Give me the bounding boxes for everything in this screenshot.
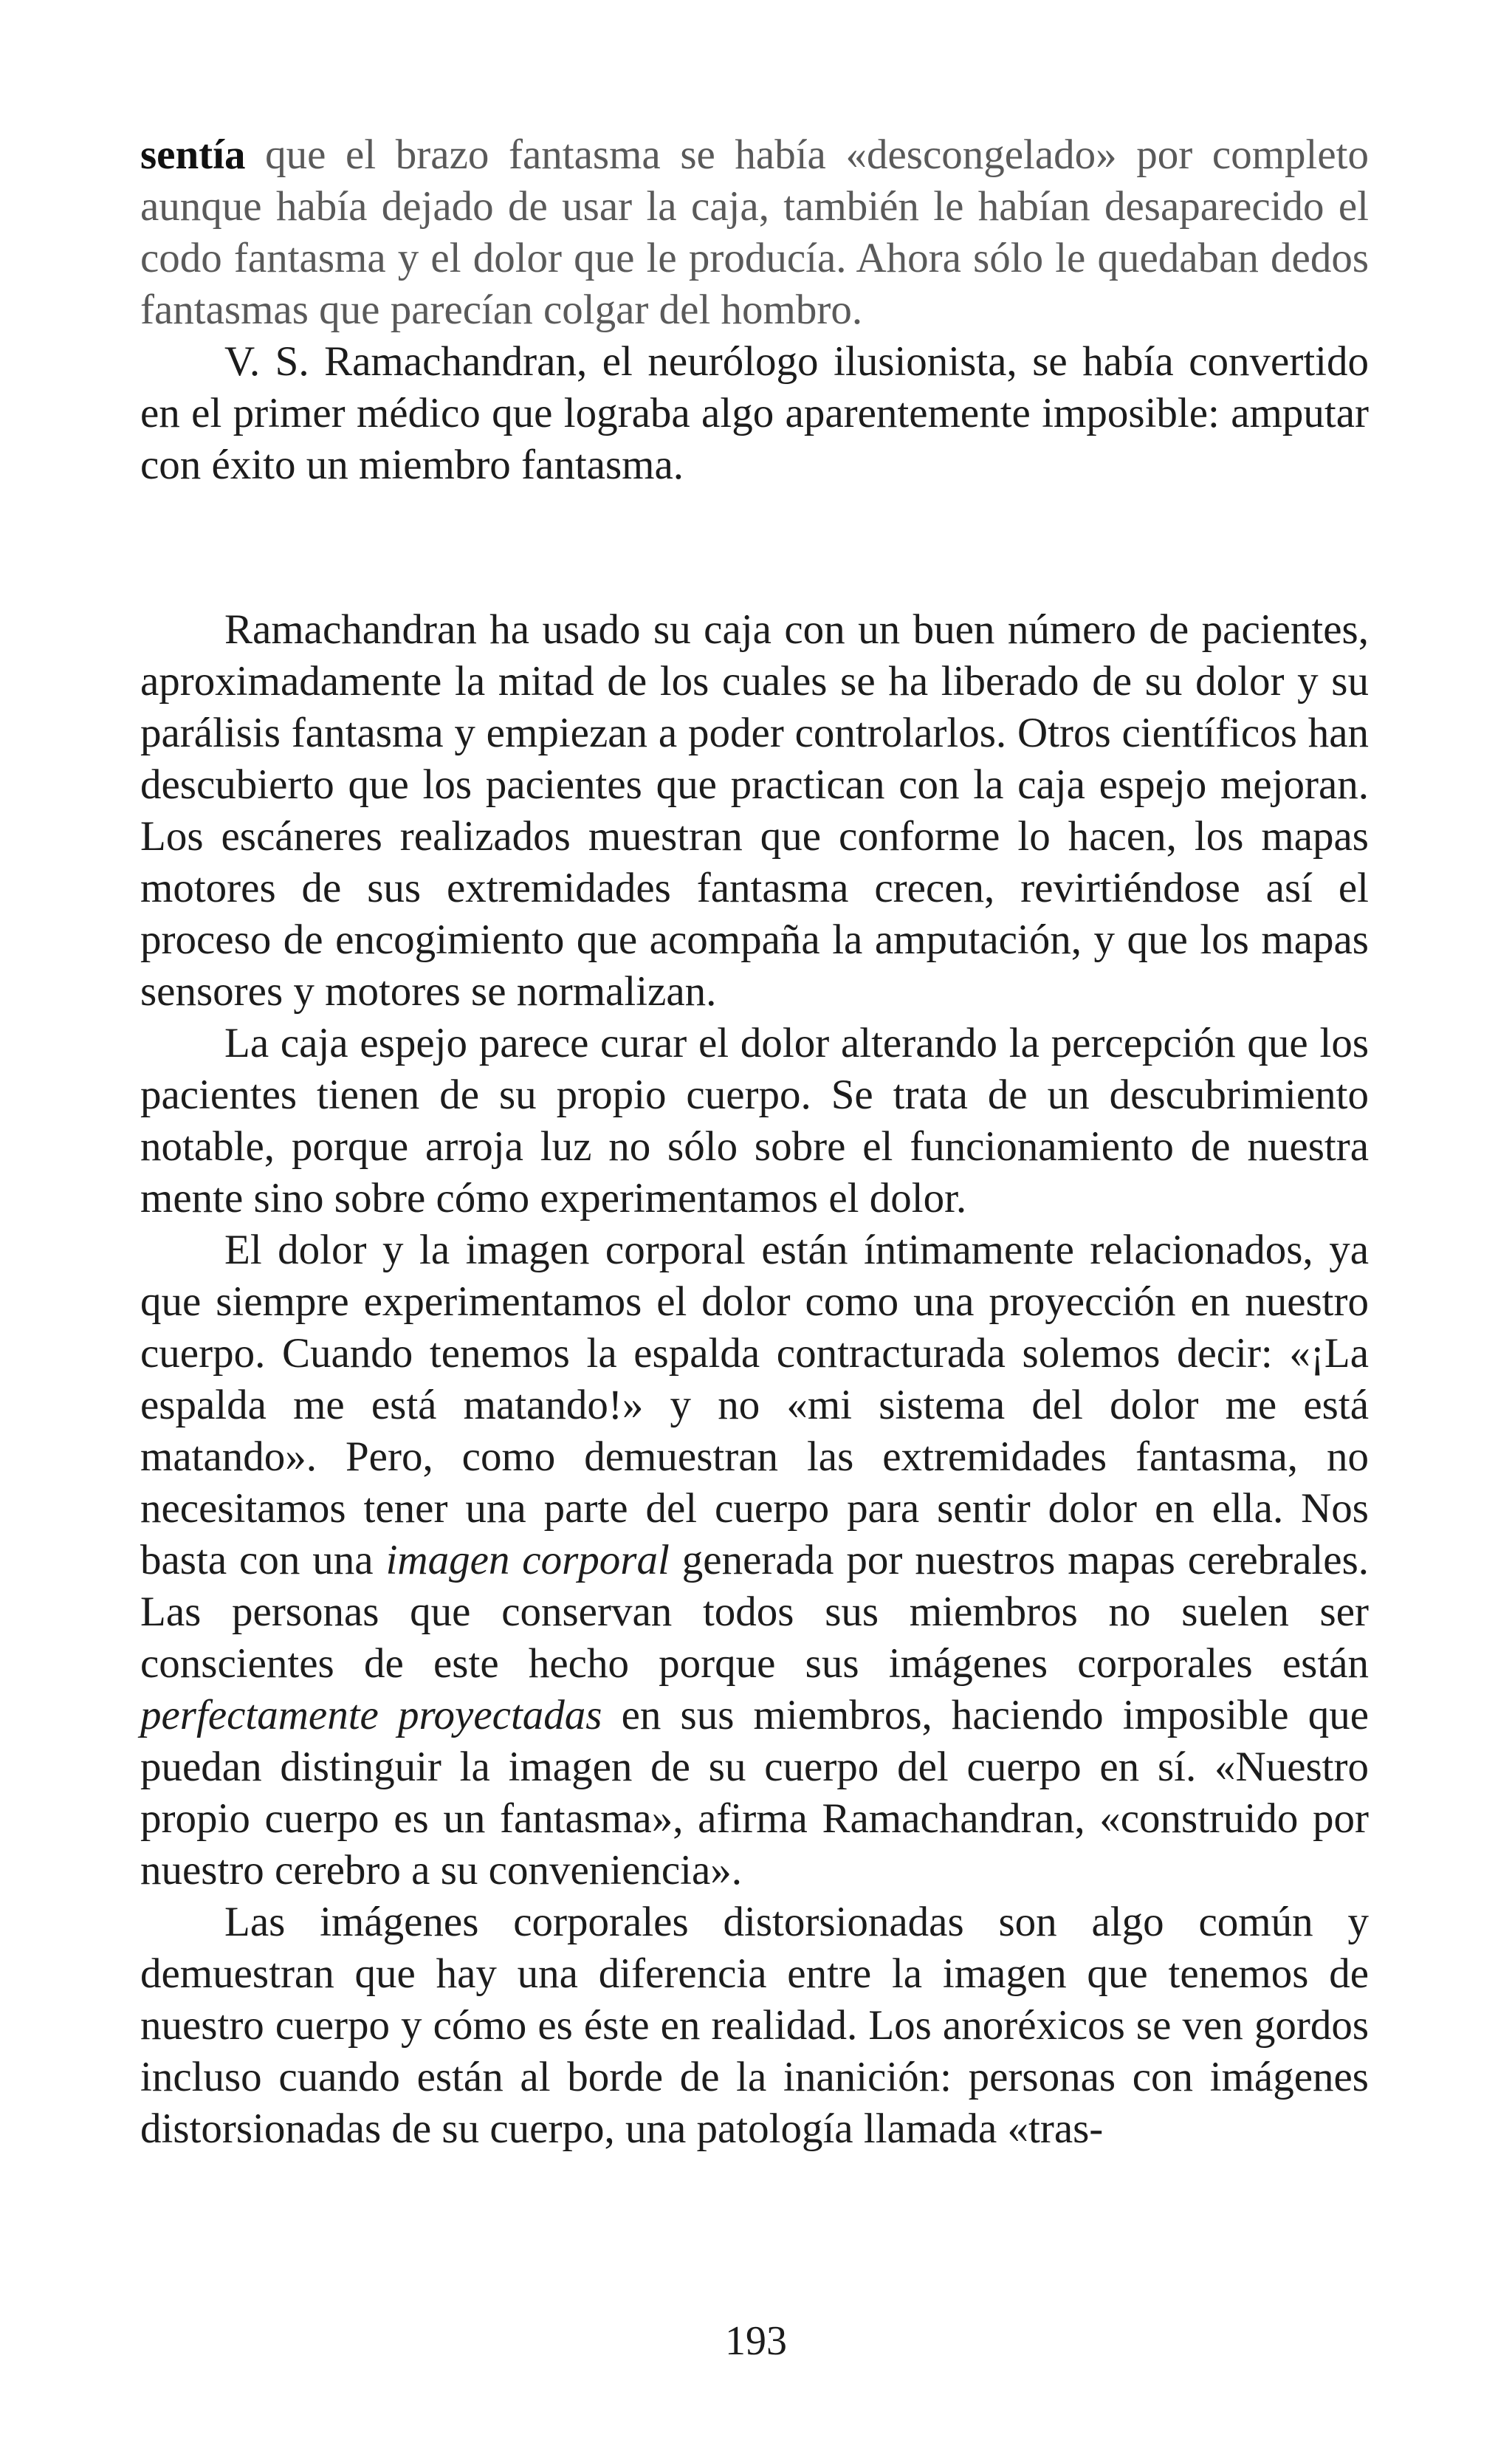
paragraph: Las imágenes corporales distorsionadas son algo común y demuestran que hay una diferencia entre la imagen que tenemos de nuestro cuerpo y cómo es éste en realidad. Los anoréxicos se ven gordos incluso cuando están al borde de la inanición: personas con imágenes distorsionadas de su cuerpo, una patología llamada «tras- bbox=[140, 1899, 1369, 2152]
paragraph-text: en sus miembros, haciendo imposible que puedan distinguir la imagen de su cuerpo del cuerpo en sí. «Nuestro propio cuerpo es un fantasma», afirma Ramachandran, «construido por nuestro cerebro a su conveniencia». bbox=[140, 1692, 1370, 1894]
paragraph-lead-word: sentía bbox=[140, 131, 246, 178]
section-continuation bbox=[140, 129, 1369, 491]
section-body bbox=[140, 604, 1369, 2155]
paragraph-continued bbox=[140, 129, 1369, 336]
paragraph: Ramachandran ha usado su caja con un buen número de pacientes, aproximadamente la mitad de los cuales se ha liberado de su dolor y su parálisis fantasma y empiezan a poder controlarlos. Otros científicos han descubierto que los pacientes que practican con la caja espejo mejoran. Los escáneres realizados muestran que conforme lo hacen, los mapas motores de sus extremidades fantasma crecen, revirtiéndose así el proceso de encogimiento que acompaña la amputación, y que los mapas sensores y motores se normalizan. bbox=[140, 606, 1369, 1015]
paragraph-text: El dolor y la imagen corporal están íntimamente relacionados, ya que siempre experimentamos el dolor como una proyección en nuestro cuerpo. Cuando tenemos la espalda contracturada solemos decir: «¡La espalda me está matando!» y no «mi sistema del dolor me está matando». Pero, como demuestran las extremidades fantasma, no necesitamos tener una parte del cuerpo para sentir dolor en ella. Nos basta con una bbox=[140, 1227, 1369, 1583]
paragraph-text: generada por nuestros mapas cerebrales. Las personas que conservan todos sus miembros no suelen ser conscientes de este hecho porque sus imágenes corporales están bbox=[140, 1537, 1370, 1687]
paragraph: La caja espejo parece curar el dolor alterando la percepción que los pacientes tienen de su propio cuerpo. Se trata de un descubrimiento notable, porque arroja luz no sólo sobre el funcionamiento de nuestra mente sino sobre cómo experimentamos el dolor. bbox=[140, 1020, 1369, 1221]
page-number: 193 bbox=[725, 2318, 787, 2364]
paragraph bbox=[140, 1224, 1369, 1896]
italic-phrase: imagen corporal bbox=[385, 1537, 670, 1583]
paragraph-text: que el brazo fantasma se había «descongelado» por completo aunque había dejado de usar la caja, también le habían desaparecido el codo fantasma y el dolor que le producía. Ahora sólo le quedaban dedos fantasmas que parecían colgar del hombro. bbox=[140, 131, 1369, 333]
paragraph: V. S. Ramachandran, el neurólogo ilusionista, se había convertido en el primer médico que lograba algo aparentemente imposible: amputar con éxito un miembro fantasma. bbox=[140, 338, 1369, 488]
italic-phrase: perfectamente proyectadas bbox=[140, 1692, 602, 1738]
